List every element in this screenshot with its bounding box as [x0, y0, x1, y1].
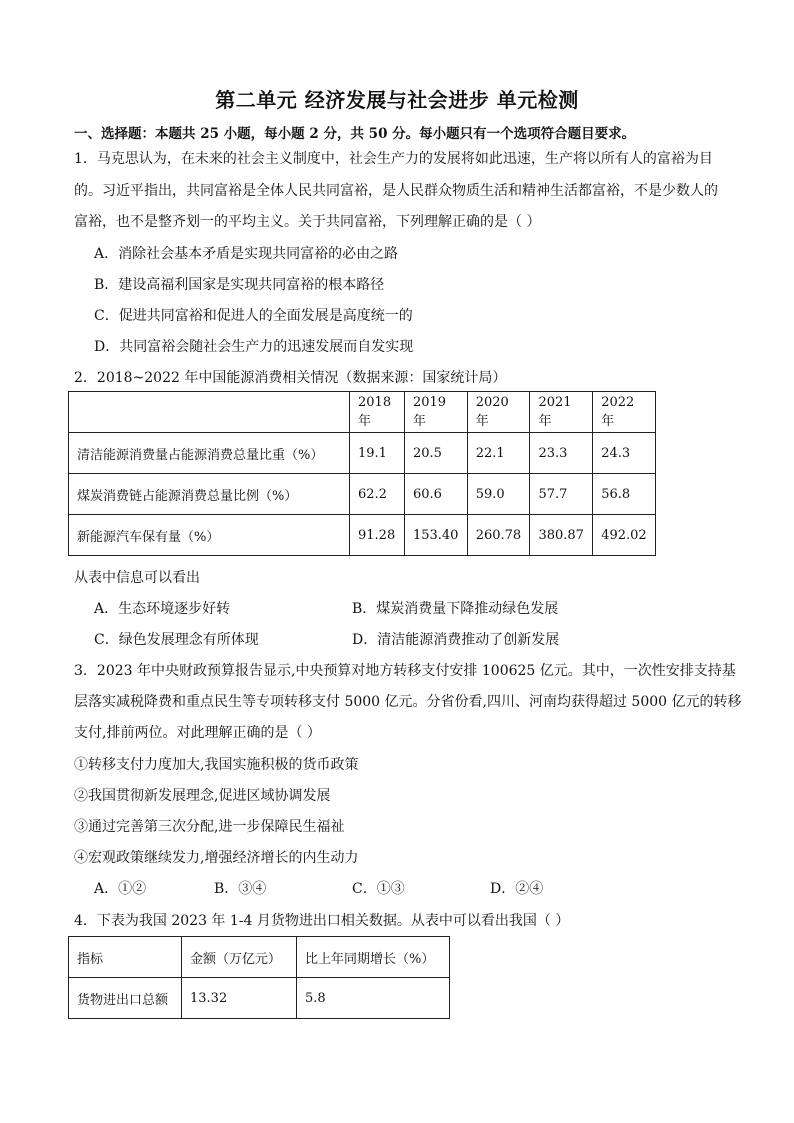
table-cell: 24.3: [593, 433, 656, 474]
table-cell: 23.3: [530, 433, 593, 474]
q3-option-b: B．③④: [214, 881, 267, 897]
q2-option-b: B．煤炭消费量下降推动绿色发展: [352, 601, 559, 617]
q1-line-2: 的。习近平指出，共同富裕是全体人民共同富裕，是人民群众物质生活和精神生活都富裕，不是少数人的: [74, 183, 718, 199]
table-header-cell: 指标: [69, 937, 182, 978]
table-row: [69, 392, 656, 433]
q4-trade-table: [68, 936, 450, 1019]
page-title: 第二单元 经济发展与社会进步 单元检测: [215, 88, 579, 112]
table-cell: 20.5: [404, 433, 467, 474]
table-header-cell: 2020 年: [467, 392, 530, 433]
q1-line-3: 富裕，也不是整齐划一的平均主义。关于共同富裕，下列理解正确的是（ ）: [74, 214, 541, 230]
q2-option-c: C．绿色发展理念有所体现: [94, 632, 259, 648]
q1-option-b: B．建设高福利国家是实现共同富裕的根本路径: [94, 277, 385, 293]
table-header-cell: 金额（万亿元）: [182, 937, 297, 978]
table-cell: 153.40: [404, 515, 467, 556]
table-cell: [69, 392, 350, 433]
table-row: [69, 474, 656, 515]
table-cell: 60.6: [404, 474, 467, 515]
table-cell: 492.02: [593, 515, 656, 556]
table-header-cell: 2019 年: [404, 392, 467, 433]
table-cell: 56.8: [593, 474, 656, 515]
table-row-label: 煤炭消费链占能源消费总量比例（%）: [69, 474, 350, 515]
table-row: [69, 937, 450, 978]
table-cell: 260.78: [467, 515, 530, 556]
section-heading: 一、选择题：本题共 25 小题，每小题 2 分，共 50 分。每小题只有一个选项符合题目要求。: [74, 126, 636, 142]
q3-statement-2: ②我国贯彻新发展理念,促进区域协调发展: [74, 788, 331, 804]
q3-statement-4: ④宏观政策继续发力,增强经济增长的内生动力: [74, 850, 359, 866]
table-header-cell: 2022 年: [593, 392, 656, 433]
table-header-cell: 2021 年: [530, 392, 593, 433]
table-cell: 13.32: [182, 978, 297, 1019]
table-cell: 57.7: [530, 474, 593, 515]
table-row: [69, 433, 656, 474]
q1-option-a: A．消除社会基本矛盾是实现共同富裕的必由之路: [94, 246, 399, 262]
table-row: [69, 978, 450, 1019]
q1-line-1: 1．马克思认为，在未来的社会主义制度中，社会生产力的发展将如此迅速，生产将以所有人的富裕为目: [74, 151, 713, 167]
q3-line-1: 3．2023 年中央财政预算报告显示,中央预算对地方转移支付安排 100625 亿元。其中，一次性安排支持基: [74, 663, 736, 679]
table-row: [69, 515, 656, 556]
table-header-cell: 比上年同期增长（%）: [297, 937, 450, 978]
q2-stem: 2．2018~2022 年中国能源消费相关情况（数据来源：国家统计局）: [74, 370, 507, 386]
q3-option-c: C．①③: [352, 881, 405, 897]
q4-stem: 4．下表为我国 2023 年 1-4 月货物进出口相关数据。从表中可以看出我国（ ）: [74, 913, 570, 929]
table-row-label: 清洁能源消费量占能源消费总量比重（%）: [69, 433, 350, 474]
q3-statement-3: ③通过完善第三次分配,进一步保障民生福祉: [74, 819, 345, 835]
table-cell: 91.28: [350, 515, 405, 556]
table-cell: 22.1: [467, 433, 530, 474]
q3-statement-1: ①转移支付力度加大,我国实施积极的货币政策: [74, 757, 359, 773]
table-header-cell: 2018 年: [350, 392, 405, 433]
table-cell: 19.1: [350, 433, 405, 474]
table-cell: 62.2: [350, 474, 405, 515]
table-cell: 59.0: [467, 474, 530, 515]
table-cell: 5.8: [297, 978, 450, 1019]
q3-line-2: 层落实减税降费和重点民生等专项转移支付 5000 亿元。分省份看,四川、河南均获得超过 5000 亿元的转移: [74, 694, 742, 710]
table-cell: 380.87: [530, 515, 593, 556]
table-row-label: 货物进出口总额: [69, 978, 182, 1019]
q3-line-3: 支付,排前两位。对此理解正确的是（ ）: [74, 725, 321, 741]
q2-energy-table: [68, 391, 656, 556]
q1-option-d: D．共同富裕会随社会生产力的迅速发展而自发实现: [94, 339, 414, 355]
q2-option-a: A．生态环境逐步好转: [94, 601, 231, 617]
q3-option-d: D．②④: [490, 881, 544, 897]
q2-followup: 从表中信息可以看出: [74, 570, 200, 586]
q2-option-d: D．清洁能源消费推动了创新发展: [352, 632, 560, 648]
table-row-label: 新能源汽车保有量（%）: [69, 515, 350, 556]
q1-option-c: C．促进共同富裕和促进人的全面发展是高度统一的: [94, 308, 413, 324]
q3-option-a: A．①②: [94, 881, 147, 897]
